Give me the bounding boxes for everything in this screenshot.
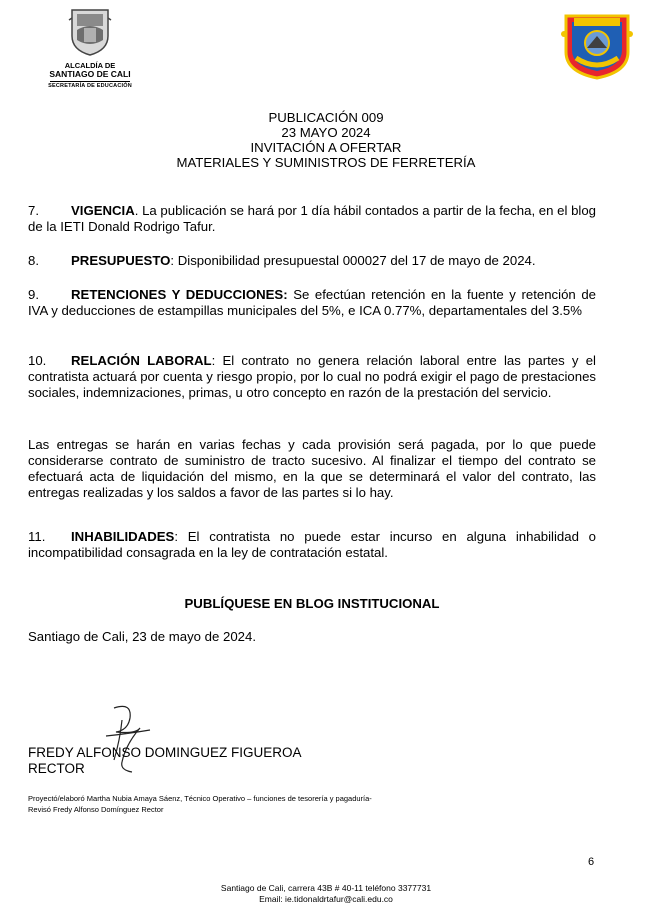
prepared-by: Proyectó/elaboró Martha Nubia Amaya Sáenz, Técnico Operativo – funciones de tesorería y pagaduría- bbox=[28, 794, 372, 803]
section-number: 8. bbox=[28, 253, 39, 268]
publish-notice: PUBLÍQUESE EN BLOG INSTITUCIONAL bbox=[184, 596, 440, 611]
section-text: Se efectúan retención en la fuente y retención de IVA y deducciones de estampillas municipales del 5%, e ICA 0.77%, departamentales del 3.5% bbox=[28, 287, 597, 318]
section-number: 11. bbox=[28, 529, 46, 544]
page-number: 6 bbox=[588, 856, 595, 868]
signer-block bbox=[28, 745, 302, 777]
section-number: 10. bbox=[28, 353, 47, 368]
divider bbox=[50, 81, 130, 82]
section-heading: RETENCIONES Y DEDUCCIONES: bbox=[71, 287, 288, 302]
alcaldia-logo bbox=[40, 6, 140, 89]
section-number: 7. bbox=[28, 203, 39, 218]
deliveries-paragraph: Las entregas se harán en varias fechas y cada provisión será pagada, por lo que puede considerarse contrato de suministro de tracto sucesivo. Al finalizar el tiempo del contrato se efectuará acta de liquidación del mismo, en la que se determinará el valor del contrato, las entregas realizadas y los saldos a favor de las partes si lo hay. bbox=[28, 437, 596, 500]
org-line1: ALCALDÍA DE bbox=[64, 61, 116, 70]
section-heading: PRESUPUESTO bbox=[71, 253, 171, 268]
section-number: 9. bbox=[28, 287, 39, 302]
section-presupuesto bbox=[28, 253, 596, 269]
school-emblem-icon bbox=[560, 10, 634, 80]
place-date: Santiago de Cali, 23 de mayo de 2024. bbox=[28, 629, 257, 644]
section-relacion-laboral bbox=[28, 353, 596, 401]
title-line1: PUBLICACIÓN 009 bbox=[268, 110, 384, 125]
section-text: : Disponibilidad presupuestal 000027 del 17 de mayo de 2024. bbox=[170, 253, 536, 268]
section-text: : El contrato no genera relación laboral entre las partes y el contratista actuará por cuenta y riesgo propio, por lo cual no podrá exigir el pago de prestaciones sociales, indemnizaciones, primas, u otro concepto en razón de la prestación del servicio. bbox=[28, 353, 596, 400]
title-line4: MATERIALES Y SUMINISTROS DE FERRETERÍA bbox=[176, 155, 476, 170]
footer bbox=[0, 883, 652, 905]
section-vigencia bbox=[28, 203, 596, 235]
section-heading: INHABILIDADES bbox=[71, 529, 175, 544]
signer-name: FREDY ALFONSO DOMINGUEZ FIGUEROA bbox=[28, 745, 302, 760]
section-heading: VIGENCIA bbox=[71, 203, 135, 218]
section-text: . La publicación se hará por 1 día hábil contados a partir de la fecha, en el blog de la IETI Donald Rodrigo Tafur. bbox=[28, 203, 596, 234]
org-line2: SANTIAGO DE CALI bbox=[49, 69, 131, 79]
signer-role: RECTOR bbox=[28, 761, 85, 776]
document-title bbox=[0, 110, 652, 170]
footer-address: Santiago de Cali, carrera 43B # 40-11 teléfono 3377731 bbox=[220, 883, 432, 893]
section-inhabilidades bbox=[28, 529, 596, 561]
section-heading: RELACIÓN LABORAL bbox=[71, 353, 212, 368]
title-line2: 23 MAYO 2024 bbox=[281, 125, 371, 140]
reviewed-by: Revisó Fredy Alfonso Domínguez Rector bbox=[28, 805, 164, 814]
footer-email: Email: ie.tidonaldrtafur@cali.edu.co bbox=[259, 894, 393, 904]
org-line3: SECRETARÍA DE EDUCACIÓN bbox=[48, 83, 132, 89]
title-line3: INVITACIÓN A OFERTAR bbox=[250, 140, 402, 155]
prepared-by-block bbox=[28, 793, 372, 815]
section-text: : El contratista no puede estar incurso en alguna inhabilidad o incompatibilidad consagrada en la ley de contratación estatal. bbox=[28, 529, 596, 560]
section-retenciones bbox=[28, 287, 596, 319]
coat-of-arms-icon bbox=[68, 6, 112, 56]
school-emblem bbox=[560, 10, 634, 80]
